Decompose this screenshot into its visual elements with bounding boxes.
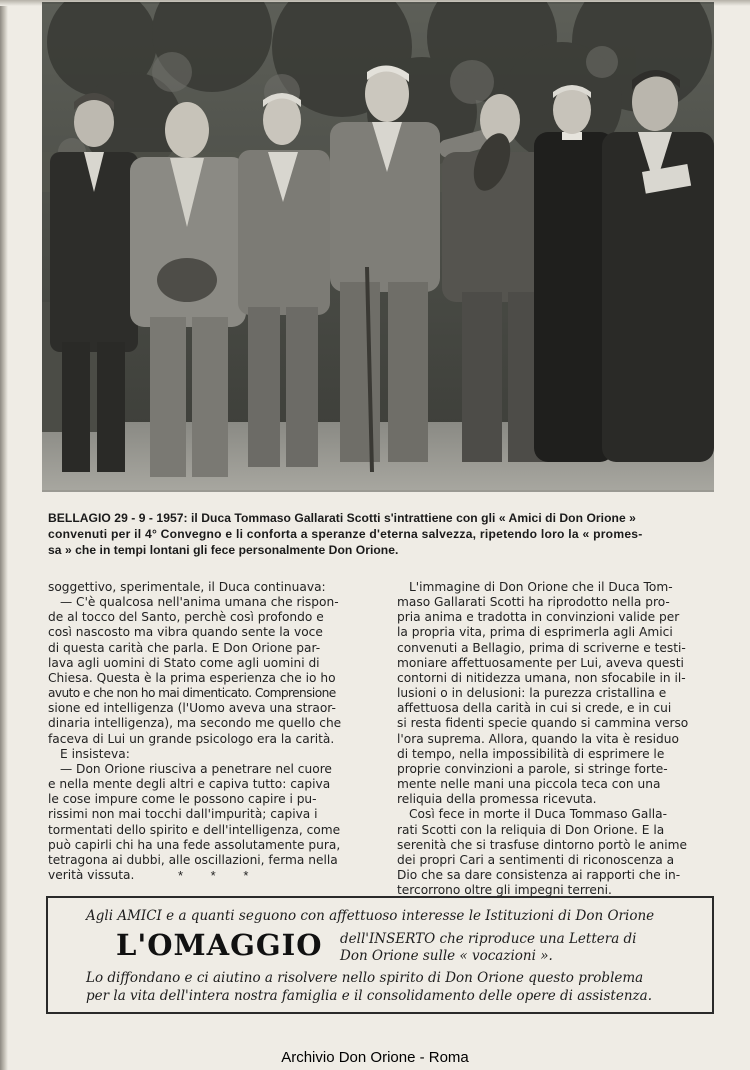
text-line: di tempo, nella impossibilità di esprimere le: [397, 746, 665, 761]
text-line: soggettivo, sperimentale, il Duca continuava:: [48, 580, 326, 594]
section-separator: * * *: [178, 868, 261, 883]
text-line: Così fece in morte il Duca Tommaso Galla-: [409, 807, 667, 822]
text-line: dinaria intelligenza), ma secondo me quello che: [48, 716, 342, 731]
text-line: la propria vita, prima di esprimerla agli Amici: [397, 625, 673, 640]
text-line: de al tocco del Santo, perchè così profondo e: [48, 610, 324, 625]
text-line: reliquia della promessa ricevuta.: [397, 792, 597, 807]
text-line: E insisteva:: [60, 746, 130, 761]
text-line: serenità che si trasfuse dintorno portò le anime: [397, 837, 688, 852]
text-line: Dio che sa dare consistenza ai rapporti che in-: [397, 867, 681, 882]
text-line: convenuti a Bellagio, prima di scriverne e testi-: [397, 640, 686, 655]
caption-line: BELLAGIO 29 - 9 - 1957: il Duca Tommaso Gallarati Scotti s'intrattiene con gli « Amici di Don Orione »: [48, 511, 636, 525]
text-line: e nella mente degli altri e capiva tutto: capiva: [48, 777, 331, 792]
archive-footer: Archivio Don Orione - Roma: [281, 1049, 469, 1066]
photo-caption: [48, 510, 718, 558]
text-line: può capirli chi ha una fede assolutamente pura,: [48, 837, 341, 852]
text-line: così nascosto ma vibra quando sente la voce: [48, 625, 323, 640]
text-line: tormentati dello spirito e dell'intelligenza, come: [48, 822, 341, 837]
text-line: faceva di Lui un grande psicologo era la carità.: [48, 731, 335, 746]
caption-line: convenuti per il 4° Convegno e li conforta a speranze d'eterna salvezza, ripetendo loro la « promes-: [48, 527, 643, 541]
announcement-box: [46, 896, 714, 1014]
box-line-intro: Agli AMICI e a quanti seguono con affettuoso interesse le Istituzioni di Don Orione: [86, 908, 655, 924]
group-photograph: [42, 2, 714, 492]
text-line: affettuosa della carità in cui si crede, e in cui: [397, 701, 672, 716]
text-line: dei propri Cari a sentimenti di riconoscenza a: [397, 852, 675, 867]
box-line-vocazioni: Don Orione sulle « vocazioni ».: [340, 948, 553, 964]
text-line: contorni di nitidezza umana, non sfocabile in il-: [397, 670, 686, 685]
right-text-column: [397, 580, 715, 898]
page-binding-edge: [0, 0, 8, 1070]
text-line: sione ed intelligenza (l'Uomo aveva una straor-: [48, 701, 336, 716]
text-line: avuto e che non ho mai dimenticato. Comprensione: [48, 686, 336, 701]
text-line: si resta fidenti specie quando si cammina verso: [397, 716, 689, 731]
text-line: di questa carità che parla. E Don Orione par-: [48, 640, 321, 655]
box-line-appeal: Lo diffondano e ci aiutino a risolvere nello spirito di Don Orione questo problema: [86, 970, 644, 986]
text-line: lusioni o in delusioni: la purezza cristallina e: [397, 686, 667, 701]
text-line: pria anima e tradotta in convinzioni valide per: [397, 610, 680, 625]
text-line: lava agli uomini di Stato come agli uomini di: [48, 655, 320, 670]
box-line-insert: dell'INSERTO che riproduce una Lettera di: [340, 931, 637, 947]
text-line: L'immagine di Don Orione che il Duca Tom-: [409, 580, 673, 594]
text-line: moniare affettuosamente per Lui, aveva questi: [397, 655, 684, 670]
box-title: L'OMAGGIO: [116, 928, 323, 962]
text-line: verità vissuta.: [48, 867, 135, 882]
text-line: Chiesa. Questa è la prima esperienza che io ho: [48, 670, 336, 685]
caption-line: sa » che in tempi lontani gli fece personalmente Don Orione.: [48, 543, 399, 557]
text-line: — C'è qualcosa nell'anima umana che rispon-: [60, 595, 339, 610]
text-line: rati Scotti con la reliquia di Don Orione. E la: [397, 822, 665, 837]
text-line: tetragona ai dubbi, alle oscillazioni, ferma nella: [48, 852, 338, 867]
text-line: proprie convinzioni a parole, si stringe forte-: [397, 761, 668, 776]
text-line: l'ora suprema. Allora, quando la vita è residuo: [397, 731, 679, 746]
text-line: maso Gallarati Scotti ha riprodotto nella pro-: [397, 595, 670, 610]
text-line: rissimi non mai tocchi dall'impurità; capiva i: [48, 807, 318, 822]
text-line: — Don Orione riusciva a penetrare nel cuore: [60, 761, 332, 776]
text-line: tercorrono oltre gli impegni terreni.: [397, 883, 612, 898]
left-text-column: [48, 580, 366, 883]
text-line: mente nelle mani una piccola teca con una: [397, 777, 661, 792]
box-line-closing: per la vita dell'intera nostra famiglia e il consolidamento delle opere di assistenza.: [86, 988, 652, 1004]
text-line: le cose impure come le possono capire i pu-: [48, 792, 317, 807]
